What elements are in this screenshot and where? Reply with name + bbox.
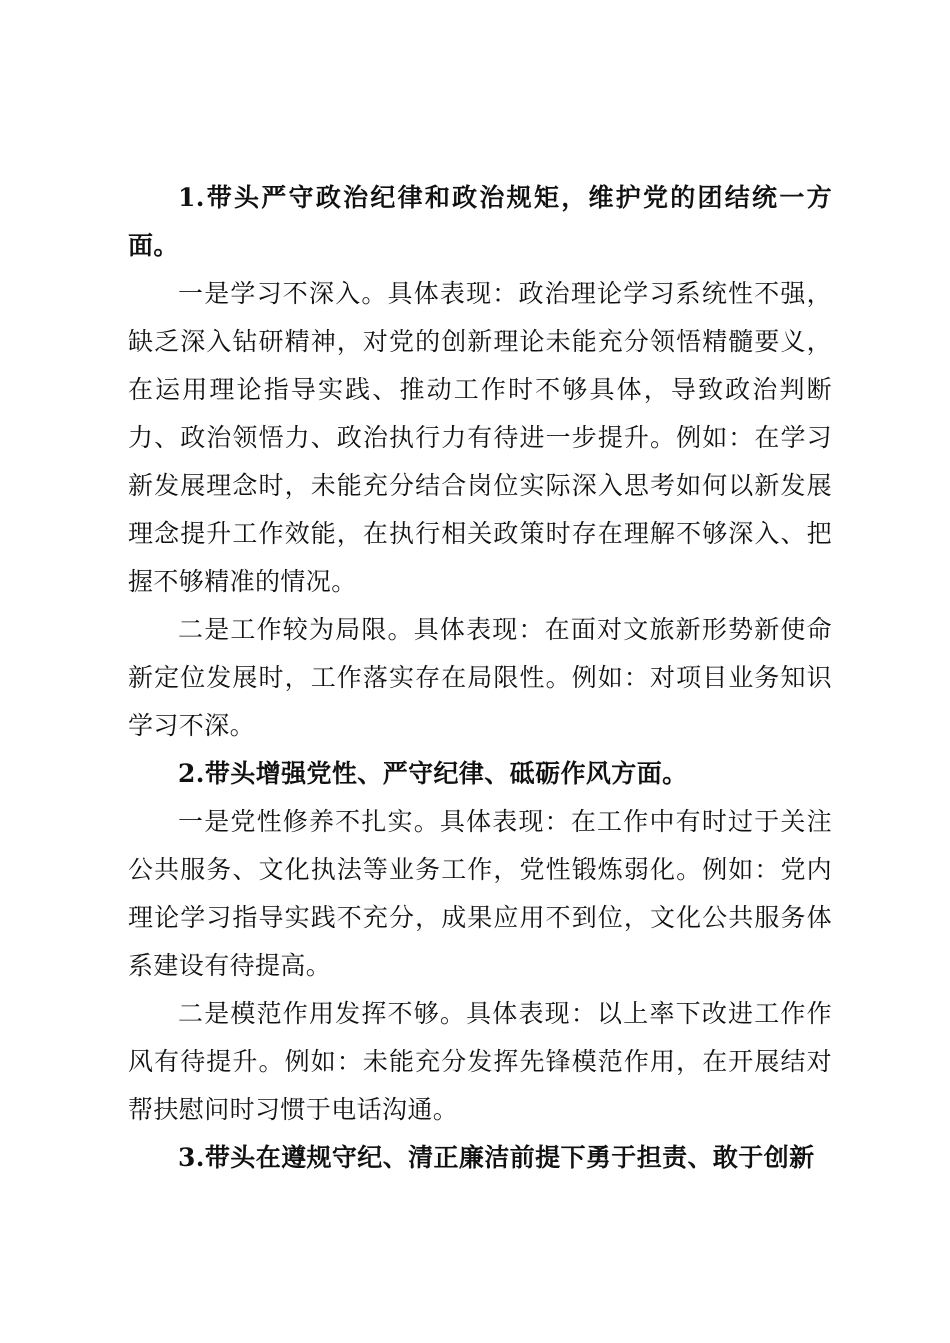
body-paragraph: 一是学习不深入。具体表现：政治理论学习系统性不强，缺乏深入钻研精神，对党的创新理论未能充分领悟精髓要义，在运用理论指导实践、推动工作时不够具体，导致政治判断力、政治领悟力、政治执行力有待进一步提升。例如：在学习新发展理念时，未能充分结合岗位实际深入思考如何以新发展理念提升工作效能，在执行相关政策时存在理解不够深入、把握不够精准的情况。 — [128, 279, 832, 596]
section-heading-3: 3.带头在遵规守纪、清正廉洁前提下勇于担责、敢于创新 — [178, 1143, 815, 1172]
body-paragraph: 二是工作较为局限。具体表现：在面对文旅新形势新使命新定位发展时，工作落实存在局限性。例如：对项目业务知识学习不深。 — [128, 615, 832, 740]
body-paragraph: 二是模范作用发挥不够。具体表现：以上率下改进工作作风有待提升。例如：未能充分发挥先锋模范作用，在开展结对帮扶慰问时习惯于电话沟通。 — [128, 999, 832, 1124]
document-page — [128, 174, 832, 1182]
body-paragraph: 一是党性修养不扎实。具体表现：在工作中有时过于关注公共服务、文化执法等业务工作，党性锻炼弱化。例如：党内理论学习指导实践不充分，成果应用不到位，文化公共服务体系建设有待提高。 — [128, 807, 832, 980]
section-heading-1: 1.带头严守政治纪律和政治规矩，维护党的团结统一方面。 — [128, 183, 832, 260]
section-heading-2: 2.带头增强党性、严守纪律、砥砺作风方面。 — [178, 759, 688, 788]
